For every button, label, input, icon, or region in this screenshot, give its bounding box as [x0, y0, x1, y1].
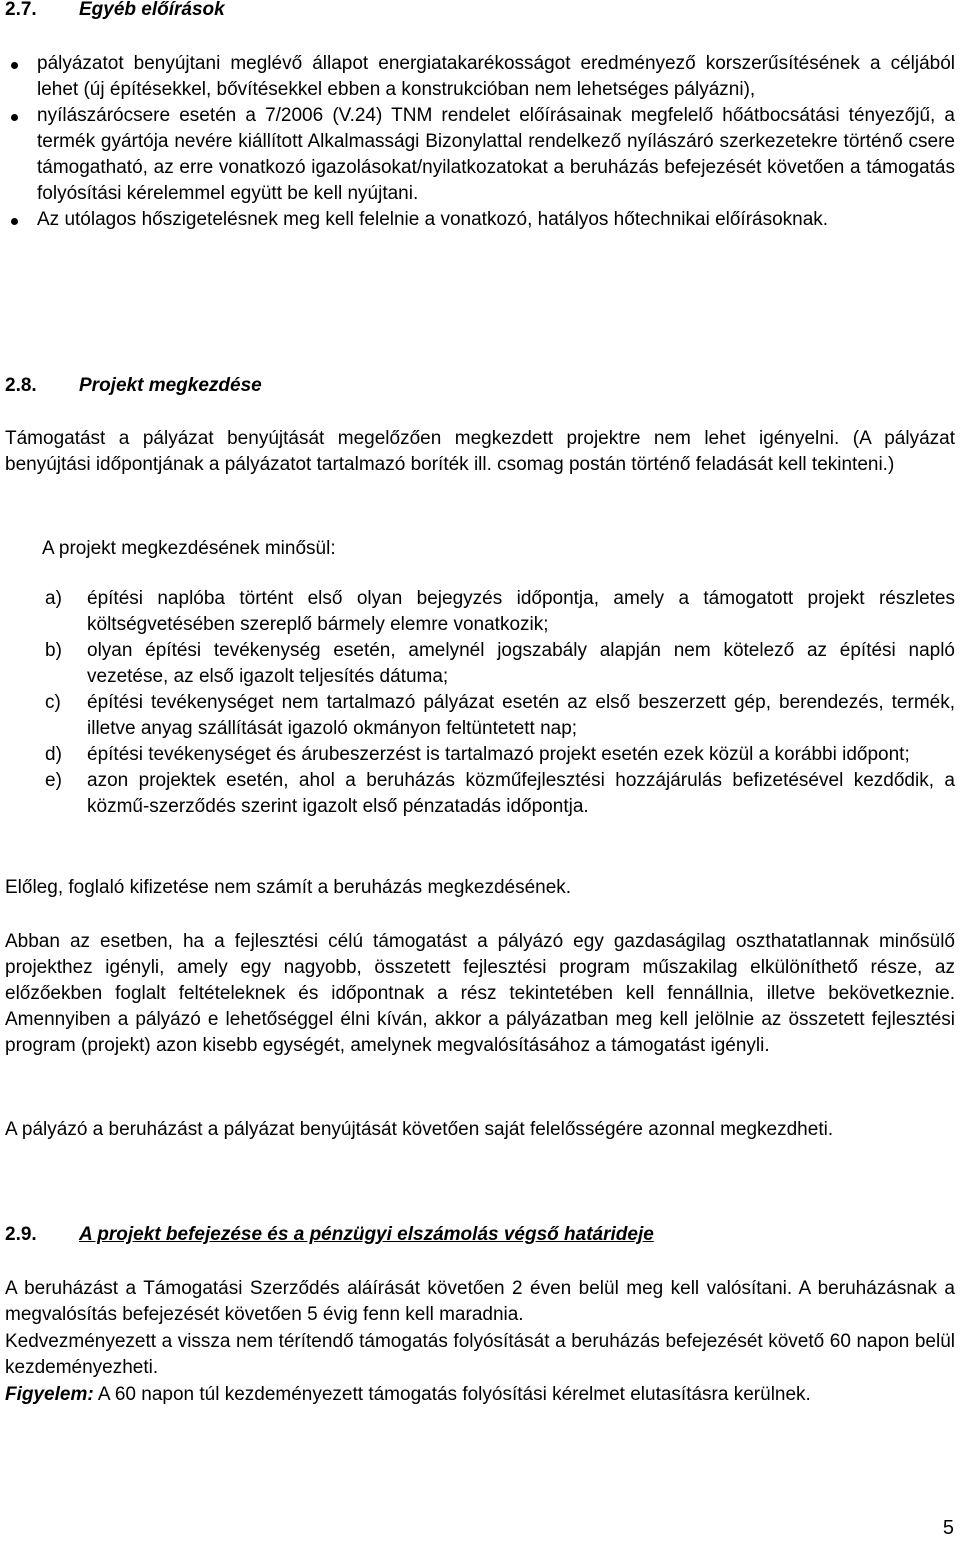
- section-title: Projekt megkezdése: [79, 375, 262, 396]
- list-item: [5, 768, 955, 820]
- warning-label: Figyelem:: [5, 1384, 94, 1405]
- list-item: [5, 51, 955, 103]
- section-title: A projekt befejezése és a pénzügyi elszámolás végső határideje: [79, 1224, 654, 1245]
- item-label: c): [45, 692, 61, 713]
- paragraph-disbursement: Kedvezményezett a vissza nem térítendő támogatás folyósítását a beruházás befejezését követő 60 napon belül kezdeményezheti.: [5, 1331, 955, 1378]
- item-text: olyan építési tevékenység esetén, amelynél jogszabály alapján nem kötelező az építési napló vezetése, az első igazolt teljesítés dátuma;: [87, 640, 955, 687]
- item-label: b): [45, 640, 62, 661]
- paragraph-palyazo: A pályázó a beruházást a pályázat benyújtását követően saját felelősségére azonnal megkezdheti.: [5, 1119, 834, 1140]
- warning-text: A 60 napon túl kezdeményezett támogatás folyósítási kérelmet elutasításra kerülnek.: [93, 1384, 811, 1405]
- section-heading-2-7: [5, 0, 225, 23]
- item-text: építési naplóba történt első olyan bejegyzés időpontja, amely a támogatott projekt részletes költségvetésében szereplő bármely elemre vonatkozik;: [87, 588, 955, 635]
- list-item: [5, 638, 955, 690]
- section-number: 2.8.: [5, 375, 37, 396]
- item-label: e): [45, 770, 62, 791]
- section-heading-2-8: [5, 373, 262, 399]
- item-label: a): [45, 588, 62, 609]
- section-title: Egyéb előírások: [79, 0, 225, 20]
- paragraph-deadline: A beruházást a Támogatási Szerződés aláírását követően 2 éven belül meg kell valósítani. A beruházásnak a megvalósítás befejezését követően 5 évig fenn kell maradnia.: [5, 1278, 955, 1325]
- item-text: építési tevékenységet nem tartalmazó pályázat esetén az első beszerzett gép, berendezés, termék, illetve anyag szállítását igazoló okmányon feltüntetett nap;: [87, 692, 955, 739]
- list-item: [5, 103, 955, 207]
- item-text: építési tevékenységet és árubeszerzést is tartalmazó projekt esetén ezek közül a korábbi időpont;: [87, 744, 910, 765]
- page-number: 5: [942, 1517, 954, 1539]
- bullet-icon: [11, 114, 18, 121]
- list-item: [5, 207, 955, 233]
- section-number: 2.9.: [5, 1224, 37, 1245]
- paragraph-warning: [5, 1382, 955, 1408]
- section-heading-2-9: [5, 1222, 654, 1248]
- bullet-icon: [11, 218, 18, 225]
- paragraph-intro: Támogatást a pályázat benyújtását megelőzően megkezdett projektre nem lehet igényelni. (A pályázat benyújtási időpontjának a pályázatot tartalmazó boríték ill. csomag postán történő feladását kell tekinteni.): [5, 428, 955, 475]
- item-label: d): [45, 744, 62, 765]
- list-item-text: pályázatot benyújtani meglévő állapot energiatakarékosságot eredményező korszerűsítésének a céljából lehet (új építésekkel, bővítésekkel ebben a konstrukcióban nem lehetséges pályázni),: [37, 53, 955, 100]
- list-intro: A projekt megkezdésének minősül:: [42, 538, 336, 559]
- paragraph-eloleg: Előleg, foglaló kifizetése nem számít a beruházás megkezdésének.: [5, 877, 572, 898]
- list-item: [5, 586, 955, 638]
- list-item: [5, 690, 955, 742]
- start-criteria-list: [5, 586, 955, 820]
- item-text: azon projektek esetén, ahol a beruházás közműfejlesztési hozzájárulás befizetésével kezdődik, a közmű-szerződés szerint igazolt első pénzatadás időpontja.: [87, 770, 955, 817]
- list-item-text: Az utólagos hőszigetelésnek meg kell felelnie a vonatkozó, hatályos hőtechnikai előírásoknak.: [37, 209, 829, 230]
- requirements-list: [5, 51, 955, 233]
- bullet-icon: [11, 62, 18, 69]
- paragraph-abban: Abban az esetben, ha a fejlesztési célú támogatást a pályázó egy gazdaságilag oszthatatlannak minősülő projekthez igényli, amely egy nagyobb, összetett fejlesztési program műszakilag elkülöníthető része, az előzőekben foglalt feltételeknek és időpontnak a rész tekintetében kell fennállnia, illetve bekövetkeznie. Amennyiben a pályázó e lehetőséggel élni kíván, akkor a pályázatban meg kell jelölnie az összetett fejlesztési program (projekt) azon kisebb egységét, amelynek megvalósításához a támogatást igényli.: [5, 931, 955, 1056]
- list-item: [5, 742, 955, 768]
- section-number: 2.7.: [5, 0, 37, 20]
- list-item-text: nyílászárócsere esetén a 7/2006 (V.24) TNM rendelet előírásainak megfelelő hőátbocsátási tényezőjű, a termék gyártója nevére kiállított Alkalmassági Bizonylattal rendelkező nyílászáró szerkezetekre történő csere támogatható, az erre vonatkozó igazolásokat/nyilatkozatokat a beruházás befejezését követően a támogatás folyósítási kérelemmel együtt be kell nyújtani.: [37, 105, 955, 204]
